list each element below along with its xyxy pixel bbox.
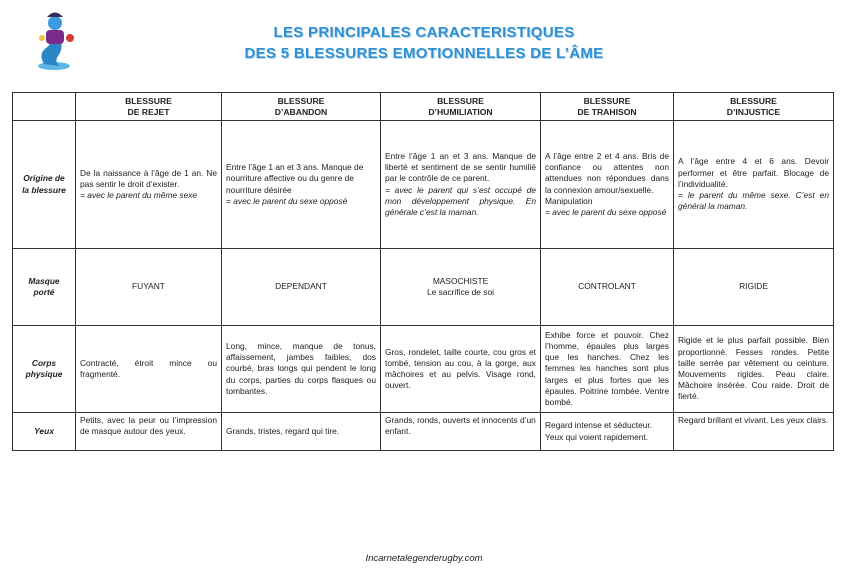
col-header-abandon: BLESSURE D’ABANDON [222,93,381,121]
cell-corps-rejet: Contracté, étroit mince ou fragmenté. [76,326,222,413]
cell-origine-rejet: De la naissance à l’âge de 1 an. Ne pas sentir le droit d’exister. = avec le parent du même sexe [76,121,222,249]
cell-yeux-trahison: Regard intense et séducteur. Yeux qui voient rapidement. [541,413,674,451]
wounds-table [12,92,834,451]
col-header-injustice: BLESSURE D’INJUSTICE [674,93,834,121]
row-label-masque: Masque porté [13,249,76,326]
cell-masque-injustice: RIGIDE [674,249,834,326]
table-row-masque [13,249,834,326]
cell-yeux-rejet: Petits, avec la peur ou l’impression de masque autour des yeux. [76,413,222,451]
title-line-2: DES 5 BLESSURES EMOTIONNELLES DE L’ÂME [244,45,604,62]
table-row-corps [13,326,834,413]
page-title [0,22,848,64]
cell-masque-humiliation: MASOCHISTE Le sacrifice de soi [381,249,541,326]
row-label-yeux: Yeux [13,413,76,451]
corner-cell [13,93,76,121]
cell-corps-injustice: Rigide et le plus parfait possible. Bien proportionné. Fesses rondes. Petite taille serrée par vêtement ou ceinture. Mouvements rigides. Peau claire. Mâchoire insérée. Cou raide. Droit de fierté. [674,326,834,413]
cell-masque-abandon: DEPENDANT [222,249,381,326]
cell-masque-trahison: CONTROLANT [541,249,674,326]
cell-yeux-injustice: Regard brillant et vivant. Les yeux clairs. [674,413,834,451]
col-header-trahison: BLESSURE DE TRAHISON [541,93,674,121]
table-row-origine [13,121,834,249]
cell-corps-trahison: Exhibe force et pouvoir. Chez l’homme, épaules plus larges que les hanches. Chez les femmes les hanches sont plus larges et plus fortes que les épaules. Poitrine tombée. Ventre bombé. [541,326,674,413]
cell-origine-trahison: A l’âge entre 2 et 4 ans. Bris de confiance ou attentes non attendues non répondues dans la connexion amour/sexuelle. Manipulation = avec le parent du sexe opposé [541,121,674,249]
table-row-yeux [13,413,834,451]
row-label-origine: Origine de la blessure [13,121,76,249]
cell-origine-humiliation: Entre l’âge 1 an et 3 ans. Manque de liberté et sentiment de se sentir humilié par le contrôle de ce parent. = avec le parent qui s’est occupé de mon développement physique. En générale c’est la maman. [381,121,541,249]
footer-site: Incarnetalegenderugby.com [365,553,483,564]
col-header-humiliation: BLESSURE D’HUMILIATION [381,93,541,121]
cell-yeux-humiliation: Grands, ronds, ouverts et innocents d’un enfant. [381,413,541,451]
cell-masque-rejet: FUYANT [76,249,222,326]
cell-yeux-abandon: Grands, tristes, regard qui tire. [222,413,381,451]
cell-origine-injustice: A l’âge entre 4 et 6 ans. Devoir performer et être parfait. Blocage de l’individualité. = le parent du même sexe. C’est en général la maman. [674,121,834,249]
header-row [13,93,834,121]
cell-corps-humiliation: Gros, rondelet, taille courte, cou gros et tombé, tension au cou, à la gorge, aux mâchoires et au pelvis. Visage rond, ouvert. [381,326,541,413]
cell-origine-abandon: Entre l’âge 1 an et 3 ans. Manque de nourriture affective ou du genre de nourriture désirée = avec le parent du sexe opposé [222,121,381,249]
title-line-1: LES PRINCIPALES CARACTERISTIQUES [273,24,575,41]
cell-corps-abandon: Long, mince, manque de tonus, affaissement, jambes faibles, dos courbé, bras longs qui pendent le long du corps, parties du corps flasques ou tombantes. [222,326,381,413]
row-label-corps: Corps physique [13,326,76,413]
col-header-rejet: BLESSURE DE REJET [76,93,222,121]
